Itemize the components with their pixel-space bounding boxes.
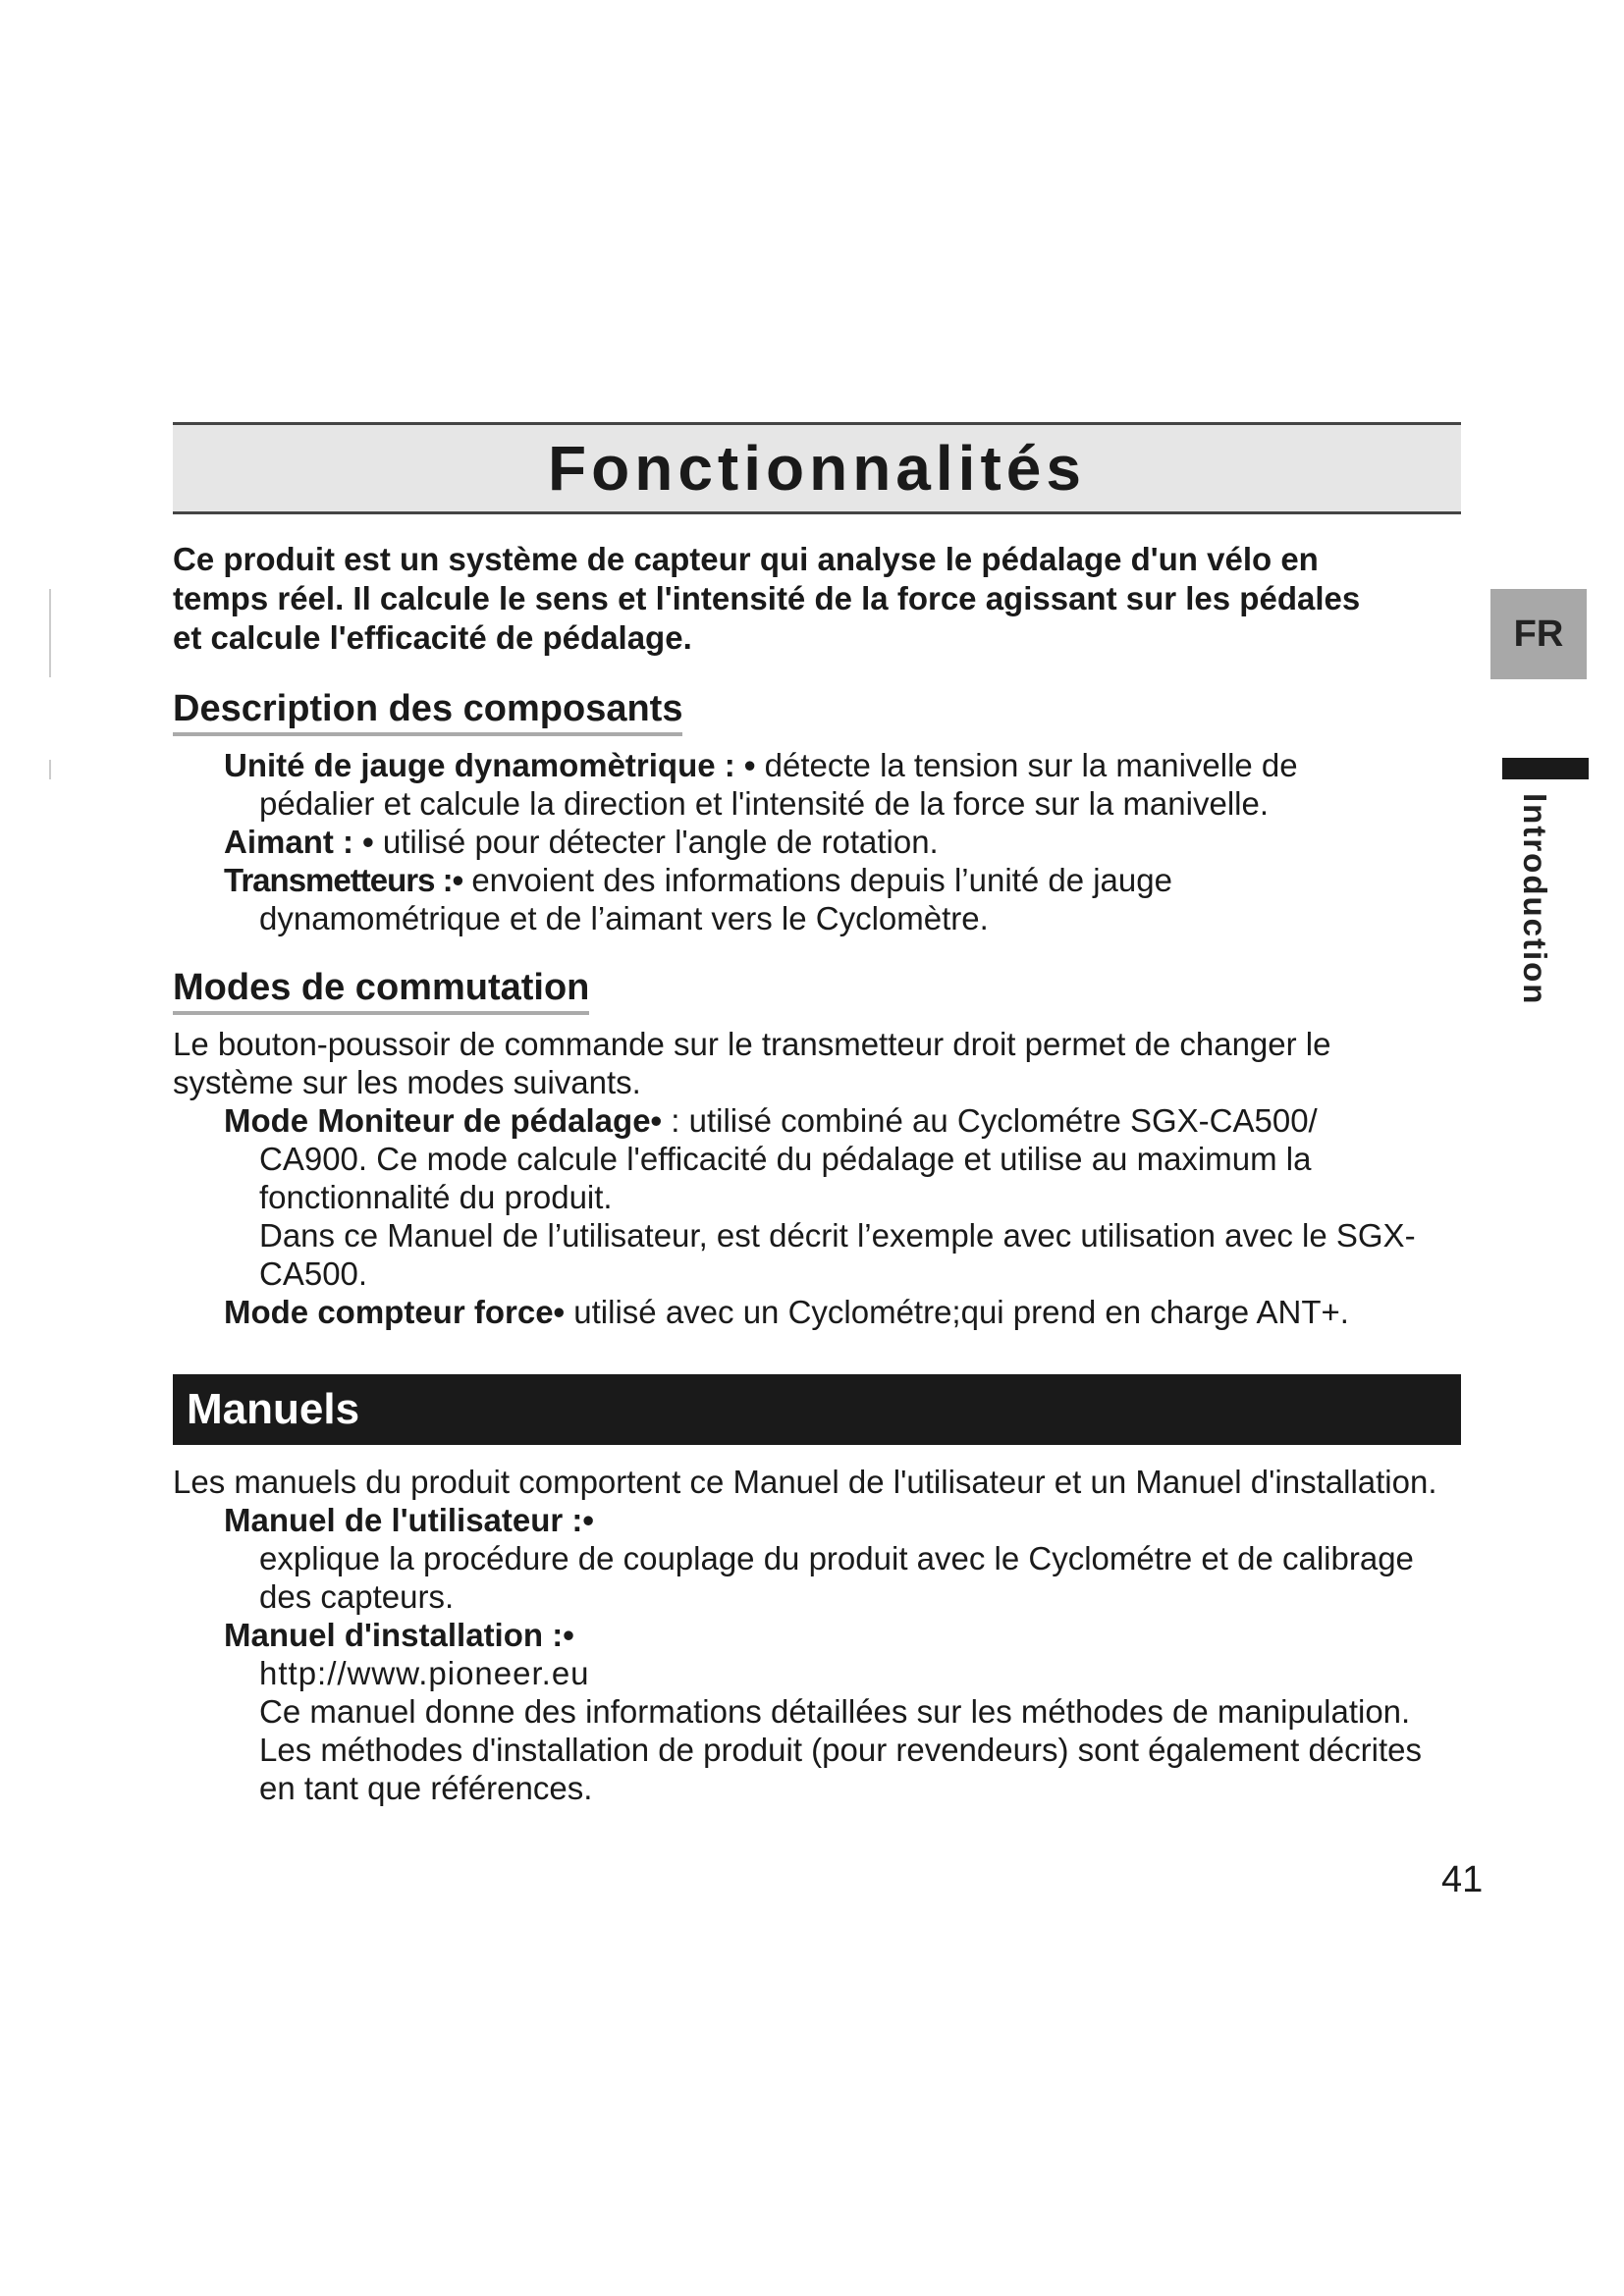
manual-text: Ce manuel donne des informations détaillées sur les méthodes de manipulation. Les méthodes d'installation de produit (pour revendeurs) sont également décrites en tant que références.	[259, 1693, 1422, 1806]
component-text: utilisé pour détecter l'angle de rotation.	[382, 824, 939, 860]
mode-text-cont: CA900. Ce mode calcule l'efficacité du pédalage et utilise au maximum la fonctionnalité du produit.	[259, 1141, 1312, 1215]
manuals-heading-bar	[173, 1374, 1461, 1445]
language-tab: FR	[1490, 589, 1587, 679]
component-item	[224, 746, 1459, 823]
manual-url: http://www.pioneer.eu	[259, 1655, 590, 1691]
manual-label: Manuel de l'utilisateur :•	[224, 1502, 594, 1538]
components-heading: Description des composants	[173, 687, 682, 736]
modes-section	[173, 1025, 1459, 1331]
mode-label: Mode Moniteur de pédalage•	[224, 1102, 663, 1139]
scan-edge-mark	[49, 760, 51, 779]
mode-item-pedal-monitor	[224, 1101, 1459, 1293]
manual-item-install	[224, 1616, 1459, 1807]
mode-text-cont: Dans ce Manuel de l’utilisateur, est décrit l’exemple avec utilisation avec le SGX-CA500.	[259, 1217, 1416, 1292]
mode-label: Mode compteur force•	[224, 1294, 566, 1330]
intro-paragraph: Ce produit est un système de capteur qui analyse le pédalage d'un vélo en temps réel. Il calcule le sens et l'intensité de la force agissant sur les pédales et calcule l'efficacité de pédalage.	[173, 541, 1361, 656]
page-number: 41	[1441, 1859, 1484, 1900]
page-title: Fonctionnalités	[548, 433, 1086, 504]
component-text-cont: dynamométrique et de l’aimant vers le Cyclomètre.	[259, 900, 989, 936]
manuals-section	[173, 1463, 1459, 1807]
section-tab-label: Introduction	[1517, 793, 1553, 1006]
component-text: détecte la tension sur la manivelle de	[764, 747, 1298, 783]
component-label: Transmetteurs :•	[224, 862, 463, 898]
manual-text: explique la procédure de couplage du produit avec le Cyclométre et de calibrage des capteurs.	[259, 1540, 1414, 1615]
scan-edge-mark	[49, 589, 51, 677]
manuals-intro: Les manuels du produit comportent ce Manuel de l'utilisateur et un Manuel d'installation.	[173, 1464, 1437, 1500]
manual-item-user	[224, 1501, 1459, 1616]
component-label: Aimant : •	[224, 824, 374, 860]
components-list	[173, 746, 1459, 937]
component-text-cont: pédalier et calcule la direction et l'intensité de la force sur la manivelle.	[259, 785, 1270, 822]
component-item	[224, 861, 1459, 937]
manual-label: Manuel d'installation :•	[224, 1617, 574, 1653]
mode-item-force-counter	[224, 1293, 1459, 1331]
component-label: Unité de jauge dynamomètrique : •	[224, 747, 756, 783]
mode-text: : utilisé combiné au Cyclométre SGX-CA500/	[671, 1102, 1318, 1139]
manuals-heading: Manuels	[187, 1385, 360, 1433]
component-item	[224, 823, 1459, 861]
section-marker-bar	[1502, 758, 1589, 779]
modes-heading: Modes de commutation	[173, 966, 589, 1015]
component-text: envoient des informations depuis l’unité de jauge	[471, 862, 1172, 898]
page-title-banner	[173, 422, 1461, 514]
modes-intro: Le bouton-poussoir de commande sur le transmetteur droit permet de changer le système sur les modes suivants.	[173, 1026, 1331, 1100]
mode-text: utilisé avec un Cyclométre;qui prend en charge ANT+.	[573, 1294, 1349, 1330]
